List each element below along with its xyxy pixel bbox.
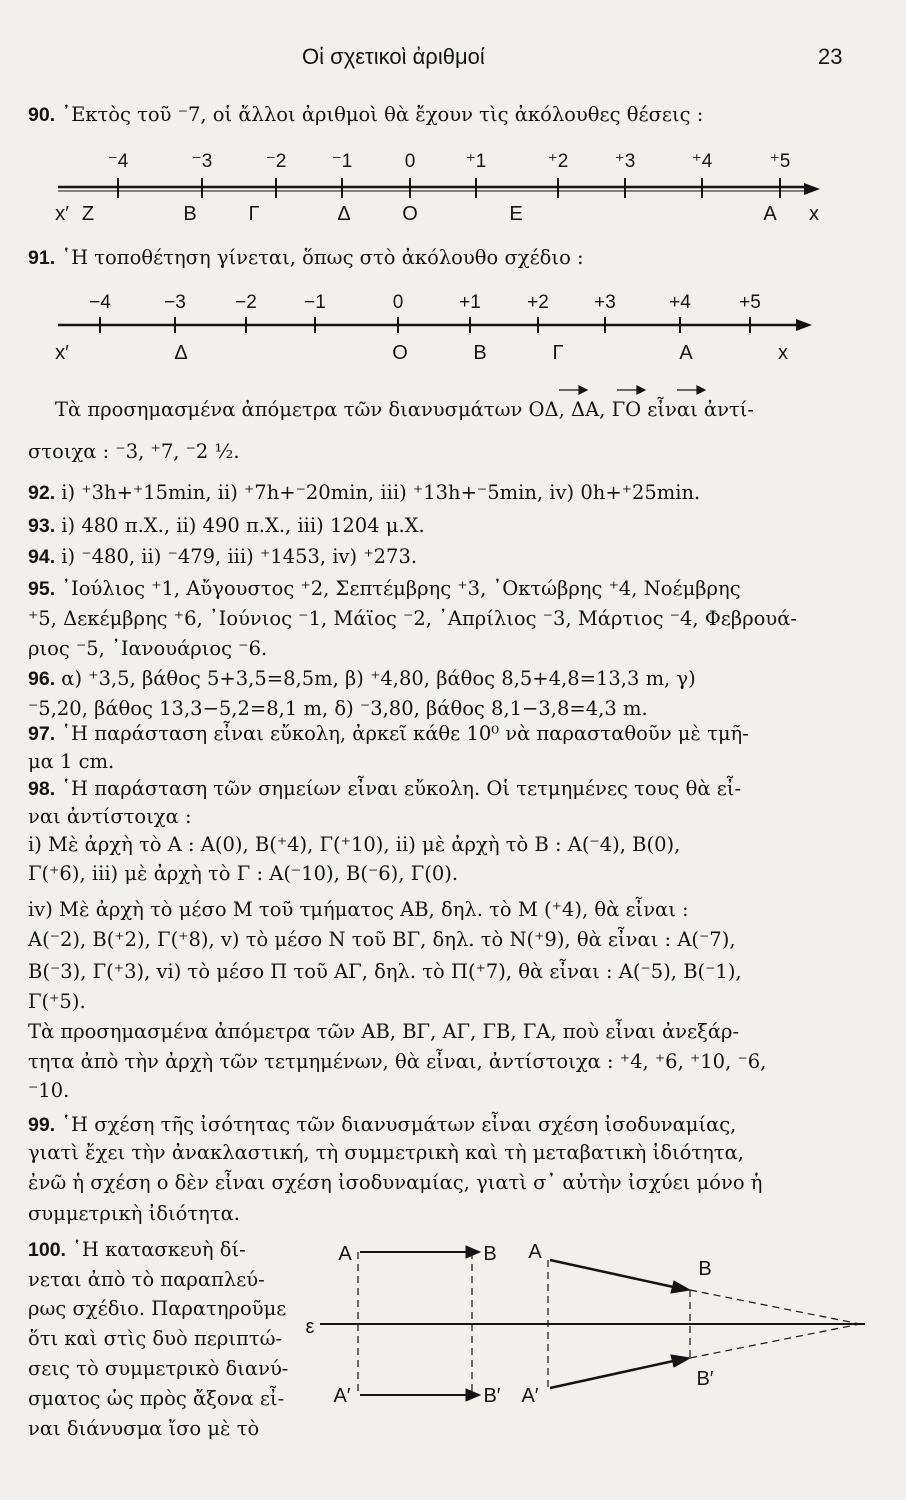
vector-sentence-2: στοιχα : ⁻3, ⁺7, ⁻2 ½. bbox=[28, 440, 240, 463]
ex90-text: 90. ᾿Εκτὸς τοῦ ⁻7, οἱ ἄλλοι ἀριθμοὶ θὰ ἔχουν τὶς ἀκόλουθες θέσεις : bbox=[28, 103, 704, 126]
tick-label: ⁺1 bbox=[465, 151, 487, 172]
answer-text: ἐνῶ ἡ σχέση ο δὲν εἶναι σχέση ἰσοδυναμίας, γιατὶ σ᾿ αὐτὴν ἰσχύει μόνο ἡ bbox=[28, 1171, 763, 1194]
answer-text: ῾Η παράσταση τῶν σημείων εἶναι εὔκολη. Οἱ τετμημένες τους θὰ εἶ- bbox=[55, 777, 742, 800]
answer-text: ῾Η σχέση τῆς ἰσότητας τῶν διανυσμάτων εἶναι σχέση ἰσοδυναμίας, bbox=[55, 1113, 737, 1136]
answer-text: iv) Μὲ ἀρχὴ τὸ μέσο M τοῦ τμήματος AB, δηλ. τὸ M (⁺4), θὰ εἶναι : bbox=[28, 898, 689, 921]
answer-line bbox=[28, 1202, 848, 1225]
tick-label: ⁻1 bbox=[331, 151, 353, 172]
answer-text: ᾿Ιούλιος ⁺1, Αὔγουστος ⁺2, Σεπτέμβρης ⁺3, ᾿Οκτώβρης ⁺4, Νοέμβρης bbox=[55, 577, 741, 600]
figure-label: ε bbox=[305, 1316, 315, 1338]
point-label: O bbox=[392, 342, 408, 364]
answer-line bbox=[28, 960, 848, 983]
answer-text: α) ⁺3,5, βάθος 5+3,5=8,5m, β) ⁺4,80, βάθος 8,5+4,8=13,3 m, γ) bbox=[55, 667, 696, 690]
exercise-number: 93. bbox=[28, 515, 56, 537]
symmetry-figure bbox=[300, 1230, 880, 1445]
answer-text: συμμετρικὴ ἰδιότητα. bbox=[28, 1202, 240, 1225]
running-header: Οἱ σχετικοὶ ἀριθμοί bbox=[302, 44, 485, 69]
answer-line bbox=[28, 990, 848, 1013]
ex100-text-span: ρως σχέδιο. Παρατηροῦμε bbox=[28, 1297, 287, 1320]
answer-line bbox=[28, 637, 848, 660]
figure-label: B bbox=[698, 1258, 712, 1280]
point-label: x bbox=[809, 203, 819, 225]
point-label: O bbox=[402, 203, 418, 225]
ex100-line bbox=[28, 1327, 308, 1350]
exercise-number: 98. bbox=[28, 778, 56, 800]
point-label: A bbox=[679, 342, 693, 364]
exercise-number: 99. bbox=[28, 1114, 56, 1136]
ex91-text: 91. ῾Η τοποθέτηση γίνεται, ὅπως στὸ ἀκόλουθο σχέδιο : bbox=[28, 246, 584, 269]
answer-text: i) ⁺3h+⁺15min, ii) ⁺7h+⁻20min, iii) ⁺13h+⁻5min, iv) 0h+⁺25min. bbox=[55, 481, 701, 504]
vector-sentence-1: Τὰ προσημασμένα ἀπόμετρα τῶν διανυσμάτων OΔ, ΔA, ΓO εἶναι ἀντί- bbox=[55, 398, 754, 421]
answer-line bbox=[28, 667, 848, 691]
answer-line bbox=[28, 1113, 848, 1137]
answer-line bbox=[28, 928, 848, 951]
tick-label: ⁻3 bbox=[191, 151, 213, 172]
point-label: Z bbox=[81, 203, 95, 225]
answer-line bbox=[28, 805, 848, 828]
exercise-number: 92. bbox=[28, 482, 56, 504]
answer-line bbox=[28, 833, 848, 856]
answer-line bbox=[28, 607, 848, 630]
figure-label: B′ bbox=[696, 1368, 714, 1390]
point-label: Γ bbox=[248, 203, 260, 225]
answer-line bbox=[28, 1141, 848, 1164]
tick-label: 0 bbox=[404, 151, 416, 172]
point-label: Γ bbox=[552, 342, 564, 364]
answer-line bbox=[28, 1020, 848, 1043]
answer-text: ῾Η παράσταση εἶναι εὔκολη, ἀρκεῖ κάθε 10⁰ νὰ παρασταθοῦν μὲ τμῆ- bbox=[55, 722, 749, 745]
answer-text: ⁻10. bbox=[28, 1079, 70, 1102]
figure-label: A bbox=[338, 1243, 352, 1265]
answer-text: ⁻5,20, βάθος 13,3−5,2=8,1 m, δ) ⁻3,80, βάθος 8,1−3,8=4,3 m. bbox=[28, 697, 648, 720]
tick-label: −1 bbox=[304, 292, 326, 313]
answer-line bbox=[28, 481, 848, 505]
number-line-91 bbox=[0, 285, 906, 380]
tick-label: +4 bbox=[669, 292, 691, 313]
answer-line bbox=[28, 750, 848, 773]
point-label: Δ bbox=[174, 342, 188, 364]
vector-arrows-91 bbox=[555, 380, 715, 400]
answer-text: i) Μὲ ἀρχὴ τὸ A : A(0), B(⁺4), Γ(⁺10), ii) μὲ ἀρχὴ τὸ B : A(⁻4), B(0), bbox=[28, 833, 681, 856]
point-label: x bbox=[778, 342, 788, 364]
ex100-text-span: σματος ὡς πρὸς ἄξονα εἶ- bbox=[28, 1387, 285, 1410]
ex100-line bbox=[28, 1268, 308, 1291]
answer-text: Γ(⁺6), iii) μὲ ἀρχὴ τὸ Γ : A(⁻10), B(⁻6), Γ(0). bbox=[28, 862, 459, 885]
ex100-text-span: ῾Η κατασκευὴ δί- bbox=[65, 1238, 246, 1261]
answer-line bbox=[28, 577, 848, 601]
answer-line bbox=[28, 1050, 848, 1073]
ex100-text-span: ὅτι καὶ στὶς δυὸ περιπτώ- bbox=[28, 1327, 283, 1350]
figure-label: A bbox=[528, 1241, 542, 1263]
ex100-line bbox=[28, 1387, 308, 1410]
point-label: x′ bbox=[55, 203, 69, 225]
tick-label: ⁻4 bbox=[107, 151, 129, 172]
answer-line bbox=[28, 777, 848, 801]
answer-line bbox=[28, 545, 848, 569]
ex100-line bbox=[28, 1357, 308, 1380]
exercise-number: 95. bbox=[28, 578, 56, 600]
answer-text: ναι ἀντίστοιχα : bbox=[28, 805, 192, 828]
answer-line bbox=[28, 862, 848, 885]
point-label: B bbox=[473, 342, 487, 364]
tick-label: ⁺4 bbox=[691, 151, 713, 172]
point-label: x′ bbox=[55, 342, 69, 364]
page-number: 23 bbox=[818, 44, 843, 69]
tick-label: ⁺2 bbox=[547, 151, 569, 172]
figure-label: B bbox=[483, 1243, 497, 1265]
tick-label: ⁻2 bbox=[265, 151, 287, 172]
number-line-90 bbox=[0, 140, 906, 230]
answer-line bbox=[28, 1171, 848, 1194]
answer-text: ⁺5, Δεκέμβρης ⁺6, ᾿Ιούνιος ⁻1, Μάϊος ⁻2, ᾿Απρίλιος ⁻3, Μάρτιος ⁻4, Φεβρουά- bbox=[28, 607, 798, 630]
answer-text: μα 1 cm. bbox=[28, 750, 115, 773]
ex100-text-span: νεται ἀπὸ τὸ παραπλεύ- bbox=[28, 1268, 265, 1291]
tick-label: −4 bbox=[89, 292, 111, 313]
tick-label: ⁺3 bbox=[614, 151, 636, 172]
tick-label: +1 bbox=[459, 292, 481, 313]
answer-text: τητα ἀπὸ τὴν ἀρχὴ τῶν τετμημένων, θὰ εἶναι, ἀντίστοιχα : ⁺4, ⁺6, ⁺10, ⁻6, bbox=[28, 1050, 767, 1073]
ex100-line bbox=[28, 1238, 308, 1262]
point-label: A bbox=[763, 203, 777, 225]
ex100-text-span: ναι διάνυσμα ἴσο μὲ τὸ bbox=[28, 1417, 260, 1440]
answer-line bbox=[28, 514, 848, 538]
answer-text: γιατὶ ἔχει τὴν ἀνακλαστική, τὴ συμμετρικὴ καὶ τὴ μεταβατικὴ ἰδιότητα, bbox=[28, 1141, 744, 1164]
answer-line bbox=[28, 697, 848, 720]
answer-text: Γ(⁺5). bbox=[28, 990, 86, 1013]
exercise-number: 97. bbox=[28, 723, 56, 745]
ex100-text-span: σεις τὸ συμμετρικὸ διανύ- bbox=[28, 1357, 289, 1380]
figure-label: B′ bbox=[483, 1385, 501, 1407]
tick-label: 0 bbox=[392, 292, 404, 313]
tick-label: −2 bbox=[235, 292, 257, 313]
answer-line bbox=[28, 1079, 848, 1102]
answer-line bbox=[28, 722, 848, 746]
tick-label: +2 bbox=[527, 292, 549, 313]
answer-line bbox=[28, 898, 848, 921]
point-label: E bbox=[509, 203, 523, 225]
exercise-number: 100. bbox=[28, 1239, 66, 1261]
tick-label: ⁺5 bbox=[769, 151, 791, 172]
answer-text: Τὰ προσημασμένα ἀπόμετρα τῶν AB, BΓ, AΓ, ΓB, ΓA, ποὺ εἶναι ἀνεξάρ- bbox=[28, 1020, 740, 1043]
exercise-number: 96. bbox=[28, 668, 56, 690]
tick-label: −3 bbox=[164, 292, 186, 313]
figure-label: A′ bbox=[521, 1385, 539, 1407]
ex100-line bbox=[28, 1297, 308, 1320]
answer-text: A(⁻2), B(⁺2), Γ(⁺8), v) τὸ μέσο N τοῦ BΓ, δηλ. τὸ N(⁺9), θὰ εἶναι : A(⁻7), bbox=[28, 928, 736, 951]
answer-text: i) 480 π.X., ii) 490 π.X., iii) 1204 μ.X. bbox=[55, 514, 425, 537]
answer-text: i) ⁻480, ii) ⁻479, iii) ⁺1453, iv) ⁺273. bbox=[55, 545, 418, 568]
point-label: Δ bbox=[337, 203, 351, 225]
exercise-number: 94. bbox=[28, 546, 56, 568]
figure-label: A′ bbox=[333, 1385, 351, 1407]
tick-label: +3 bbox=[594, 292, 616, 313]
answer-text: B(⁻3), Γ(⁺3), vi) τὸ μέσο Π τοῦ AΓ, δηλ. τὸ Π(⁺7), θὰ εἶναι : A(⁻5), B(⁻1), bbox=[28, 960, 742, 983]
tick-label: +5 bbox=[739, 292, 761, 313]
point-label: B bbox=[183, 203, 197, 225]
answer-text: ριος ⁻5, ᾿Ιανουάριος ⁻6. bbox=[28, 637, 268, 660]
ex100-line bbox=[28, 1417, 308, 1440]
